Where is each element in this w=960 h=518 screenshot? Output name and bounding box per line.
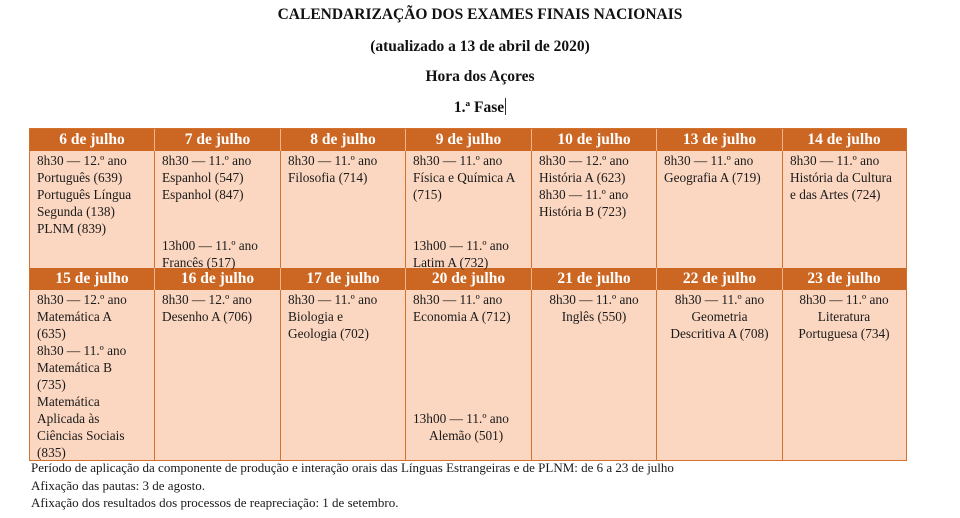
- exam-cell: [783, 290, 905, 460]
- afternoon-exam: [413, 237, 509, 271]
- exam-line: 8h30 — 11.º ano: [288, 153, 378, 168]
- exam-cell: [783, 151, 905, 268]
- date-header-cell: 22 de julho: [657, 268, 783, 290]
- exam-line: Latim A (732): [413, 255, 489, 270]
- date-header-cell: 8 de julho: [281, 129, 406, 151]
- exam-line: Espanhol (547): [162, 170, 244, 185]
- exam-line: Espanhol (847): [162, 187, 244, 202]
- exam-line: Segunda (138): [37, 204, 115, 219]
- exam-line: História A (623): [539, 170, 626, 185]
- exam-line: Geologia (702): [288, 326, 369, 341]
- note-reappraisal-results: Afixação dos resultados dos processos de reapreciação: 1 de setembro.: [31, 495, 399, 510]
- exam-line: 8h30 — 12.º ano: [162, 292, 252, 307]
- date-header-row-week1: [30, 129, 906, 151]
- exam-line: História B (723): [539, 204, 627, 219]
- exam-line: 8h30 — 11.º ano: [288, 292, 378, 307]
- exam-line: Biologia e: [288, 309, 344, 324]
- exam-line: 8h30 — 11.º ano: [799, 292, 889, 307]
- date-header-cell: 13 de julho: [657, 129, 783, 151]
- exam-cell: [30, 151, 155, 268]
- phase-heading: 1.ª Fase: [453, 99, 505, 116]
- exam-line: Economia A (712): [413, 309, 511, 324]
- exam-line: História da Cultura: [790, 170, 892, 185]
- phase-heading-wrap: [0, 98, 960, 118]
- exam-line: 8h30 — 11.º ano: [413, 292, 503, 307]
- exam-line: (835): [37, 445, 66, 460]
- exam-line: Alemão (501): [429, 428, 504, 443]
- text-cursor: [505, 98, 506, 115]
- exam-line: 8h30 — 12.º ano: [37, 292, 127, 307]
- exam-cell: [657, 290, 783, 460]
- exam-cell: [281, 151, 406, 268]
- date-header-cell: 17 de julho: [281, 268, 406, 290]
- note-oral-period: Período de aplicação da componente de produção e interação orais das Línguas Estrangeiras e de PLNM: de 6 a 23 de julho: [31, 460, 674, 475]
- timezone-heading: Hora dos Açores: [425, 68, 535, 85]
- exam-line: 8h30 — 12.º ano: [37, 153, 127, 168]
- exam-line: Francês (517): [162, 255, 236, 270]
- exam-line: 13h00 — 11.º ano: [413, 411, 509, 426]
- date-header-cell: 23 de julho: [807, 270, 881, 287]
- exam-line: 8h30 — 11.º ano: [539, 187, 629, 202]
- exam-line: Inglês (550): [561, 309, 627, 324]
- date-header-cell: 15 de julho: [30, 268, 155, 290]
- exam-line: PLNM (839): [37, 221, 107, 236]
- exam-cell: [406, 290, 532, 460]
- date-header-cell: 6 de julho: [30, 129, 155, 151]
- exam-line: 13h00 — 11.º ano: [413, 238, 509, 253]
- footnotes: [31, 459, 674, 512]
- afternoon-exam: [413, 410, 525, 444]
- document-title: CALENDARIZAÇÃO DOS EXAMES FINAIS NACIONAIS: [277, 6, 683, 23]
- exam-line: (635): [37, 326, 66, 341]
- exam-line: Filosofia (714): [288, 170, 368, 185]
- exam-line: Geografia A (719): [664, 170, 761, 185]
- exam-line: (735): [37, 377, 66, 392]
- exam-line: Português (639): [37, 170, 123, 185]
- date-header-cell: 7 de julho: [155, 129, 281, 151]
- exam-line: Física e Química A: [413, 170, 516, 185]
- exam-line: 8h30 — 11.º ano: [674, 292, 765, 307]
- exam-line: e das Artes (724): [790, 187, 881, 202]
- exam-line: Matemática A: [37, 309, 112, 324]
- exam-line: 8h30 — 11.º ano: [664, 153, 754, 168]
- exam-row-week2: [30, 290, 906, 460]
- exam-line: 8h30 — 11.º ano: [162, 153, 252, 168]
- exam-line: Aplicada às: [37, 411, 100, 426]
- document-subtitle: (atualizado a 13 de abril de 2020): [370, 38, 590, 55]
- exam-cell: [657, 151, 783, 268]
- exam-cell: [532, 290, 657, 460]
- exam-line: 8h30 — 11.º ano: [37, 343, 127, 358]
- exam-line: Ciências Sociais: [37, 428, 125, 443]
- exam-cell: [532, 151, 657, 268]
- exam-line: Descritiva A (708): [670, 326, 769, 341]
- exam-line: Portuguesa (734): [798, 326, 890, 341]
- date-header-cell: 20 de julho: [406, 268, 532, 290]
- exam-line: 8h30 — 12.º ano: [539, 153, 629, 168]
- exam-line: Matemática: [37, 394, 100, 409]
- date-header-row-week2: [30, 268, 906, 290]
- exam-line: Geometria: [691, 309, 748, 324]
- exam-cell: [30, 290, 155, 460]
- exam-line: Matemática B: [37, 360, 112, 375]
- date-header-cell: 9 de julho: [406, 129, 532, 151]
- exam-line: Português Língua: [37, 187, 132, 202]
- exam-cell: [281, 290, 406, 460]
- date-header-cell: 21 de julho: [532, 268, 657, 290]
- note-results-posting: Afixação das pautas: 3 de agosto.: [31, 477, 206, 493]
- date-header-cell: 10 de julho: [532, 129, 657, 151]
- exam-cell: [155, 290, 281, 460]
- exam-line: Desenho A (706): [162, 309, 253, 324]
- afternoon-exam: [162, 237, 258, 271]
- exam-line: (715): [413, 187, 442, 202]
- date-header-cell: 14 de julho: [807, 131, 881, 148]
- exam-row-week1: [30, 151, 906, 268]
- exam-line: 8h30 — 11.º ano: [790, 153, 880, 168]
- exam-cell: [406, 151, 532, 268]
- exam-line: 8h30 — 11.º ano: [549, 292, 639, 307]
- exam-line: Literatura: [817, 309, 871, 324]
- exam-line: 8h30 — 11.º ano: [413, 153, 503, 168]
- exam-calendar-table: [29, 128, 907, 461]
- exam-line: 13h00 — 11.º ano: [162, 238, 258, 253]
- exam-cell: [155, 151, 281, 268]
- date-header-cell: 16 de julho: [155, 268, 281, 290]
